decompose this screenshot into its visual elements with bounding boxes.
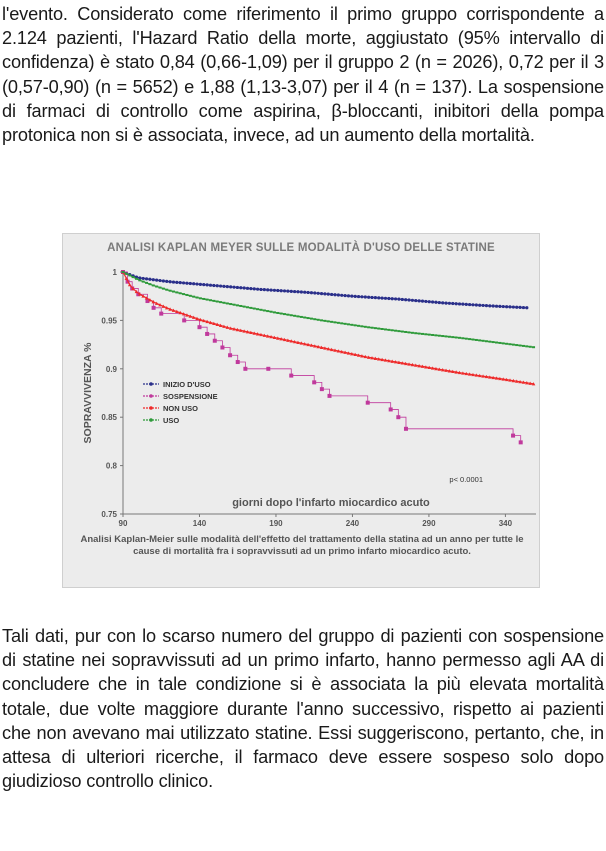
- data-point-sospensione: [320, 387, 324, 391]
- data-point-inizio-d-uso: [253, 287, 256, 290]
- data-point-uso: [270, 311, 273, 313]
- x-tick-label: 90: [118, 519, 128, 528]
- data-point-sospensione: [366, 401, 370, 405]
- data-point-uso: [239, 305, 242, 307]
- data-point-inizio-d-uso: [290, 290, 293, 293]
- data-point-uso: [468, 338, 471, 340]
- data-point-inizio-d-uso: [431, 300, 434, 303]
- data-point-uso: [249, 307, 252, 309]
- data-point-inizio-d-uso: [525, 306, 528, 309]
- data-point-uso: [522, 345, 525, 347]
- data-point-sospensione: [228, 353, 232, 357]
- data-point-uso: [128, 274, 131, 276]
- data-point-inizio-d-uso: [414, 299, 417, 302]
- data-point-uso: [290, 314, 293, 316]
- data-point-uso: [455, 336, 458, 338]
- data-point-uso: [498, 342, 501, 344]
- data-point-uso: [259, 309, 262, 311]
- data-point-inizio-d-uso: [384, 297, 387, 300]
- data-point-uso: [428, 334, 431, 336]
- data-point-inizio-d-uso: [165, 280, 168, 283]
- data-point-inizio-d-uso: [310, 291, 313, 294]
- data-point-inizio-d-uso: [333, 293, 336, 296]
- data-point-inizio-d-uso: [249, 287, 252, 290]
- data-point-inizio-d-uso: [502, 305, 505, 308]
- data-point-inizio-d-uso: [461, 303, 464, 306]
- data-point-inizio-d-uso: [152, 278, 155, 281]
- data-point-inizio-d-uso: [182, 281, 185, 284]
- data-point-sospensione: [312, 380, 316, 384]
- data-point-inizio-d-uso: [518, 306, 521, 309]
- data-point-inizio-d-uso: [438, 301, 441, 304]
- data-point-uso: [283, 313, 286, 315]
- data-point-sospensione: [289, 374, 293, 378]
- data-point-inizio-d-uso: [229, 285, 232, 288]
- data-point-uso: [202, 298, 205, 300]
- data-point-uso: [438, 335, 441, 337]
- legend-marker-sospensione: [149, 394, 153, 398]
- data-point-uso: [293, 315, 296, 317]
- data-point-uso: [371, 327, 374, 329]
- data-point-uso: [169, 290, 172, 292]
- y-tick-label: 0.8: [105, 461, 117, 471]
- data-point-sospensione: [152, 306, 156, 310]
- data-point-uso: [206, 299, 209, 301]
- data-point-uso: [243, 306, 246, 308]
- data-point-inizio-d-uso: [206, 283, 209, 286]
- data-point-inizio-d-uso: [169, 280, 172, 283]
- data-point-inizio-d-uso: [485, 304, 488, 307]
- data-point-inizio-d-uso: [475, 303, 478, 306]
- data-point-inizio-d-uso: [377, 296, 380, 299]
- data-point-inizio-d-uso: [145, 277, 148, 280]
- data-point-uso: [310, 318, 313, 320]
- y-tick-label: 0.9: [105, 364, 117, 374]
- data-point-uso: [465, 338, 468, 340]
- data-point-inizio-d-uso: [357, 295, 360, 298]
- data-point-uso: [229, 303, 232, 305]
- data-point-sospensione: [159, 312, 163, 316]
- p-value-annotation: p< 0.0001: [449, 475, 483, 484]
- data-point-uso: [414, 332, 417, 334]
- paragraph-top: l'evento. Considerato come riferimento il primo gruppo corrispondente a 2.124 pazienti, l'Hazard Ratio della morte, aggiustato (95% intervallo di confidenza) è stato 0,84 (0,66-1,09) per il gruppo 2 (n = 2026), 0,72 per il 3 (0,57-0,90) (n = 5652) e 1,88 (1,13-3,07) per il 4 (n = 137). La sospensione di farmaci di controllo come aspirina, β-bloccanti, inibitori della pompa protonica non si è associata, invece, ad un aumento della mortalità.: [2, 4, 604, 146]
- data-point-sospensione: [266, 367, 270, 371]
- data-point-uso: [445, 335, 448, 337]
- data-point-inizio-d-uso: [515, 306, 518, 309]
- data-point-uso: [502, 342, 505, 344]
- data-point-uso: [122, 271, 125, 273]
- data-point-uso: [471, 339, 474, 341]
- data-point-uso: [367, 326, 370, 328]
- data-point-uso: [344, 323, 347, 325]
- data-point-uso: [303, 317, 306, 319]
- data-point-uso: [391, 329, 394, 331]
- data-point-inizio-d-uso: [401, 298, 404, 301]
- data-point-inizio-d-uso: [455, 302, 458, 305]
- data-point-inizio-d-uso: [162, 279, 165, 282]
- data-point-inizio-d-uso: [360, 295, 363, 298]
- data-point-uso: [360, 325, 363, 327]
- data-point-uso: [199, 297, 202, 299]
- data-point-uso: [300, 316, 303, 318]
- data-point-uso: [246, 306, 249, 308]
- data-point-uso: [397, 330, 400, 332]
- data-point-inizio-d-uso: [444, 301, 447, 304]
- data-point-uso: [519, 344, 522, 346]
- data-point-inizio-d-uso: [498, 305, 501, 308]
- data-point-sospensione: [404, 427, 408, 431]
- data-point-sospensione: [511, 434, 515, 438]
- data-point-uso: [172, 291, 175, 293]
- y-tick-label: 0.75: [101, 510, 117, 519]
- data-point-uso: [448, 336, 451, 338]
- data-point-uso: [337, 322, 340, 324]
- data-point-inizio-d-uso: [327, 293, 330, 296]
- data-point-uso: [347, 323, 350, 325]
- data-point-inizio-d-uso: [243, 286, 246, 289]
- data-point-uso: [451, 336, 454, 338]
- data-point-inizio-d-uso: [155, 279, 158, 282]
- data-point-inizio-d-uso: [195, 282, 198, 285]
- figure-caption: Analisi Kaplan-Meier sulle modalità dell'effetto del trattamento della statina ad un anno per tutte le cause di mortalità fra i sopravvissuti ad un primo infarto miocardico acuto.: [80, 534, 524, 557]
- data-point-uso: [155, 286, 158, 288]
- data-point-uso: [488, 341, 491, 343]
- data-point-uso: [192, 296, 195, 298]
- data-point-inizio-d-uso: [222, 285, 225, 288]
- data-point-uso: [411, 332, 414, 334]
- data-point-uso: [317, 319, 320, 321]
- data-point-uso: [505, 343, 508, 345]
- data-point-inizio-d-uso: [300, 290, 303, 293]
- data-point-uso: [179, 292, 182, 294]
- data-point-inizio-d-uso: [330, 293, 333, 296]
- data-point-inizio-d-uso: [148, 278, 151, 281]
- data-point-inizio-d-uso: [347, 294, 350, 297]
- data-point-uso: [525, 345, 528, 347]
- data-point-inizio-d-uso: [239, 286, 242, 289]
- data-point-inizio-d-uso: [340, 294, 343, 297]
- data-point-inizio-d-uso: [212, 284, 215, 287]
- data-point-inizio-d-uso: [478, 304, 481, 307]
- series-line-non-uso: [123, 272, 534, 384]
- data-point-inizio-d-uso: [158, 279, 161, 282]
- data-point-inizio-d-uso: [280, 289, 283, 292]
- data-point-inizio-d-uso: [142, 277, 145, 280]
- data-point-uso: [408, 331, 411, 333]
- data-point-sospensione: [243, 367, 247, 371]
- data-point-uso: [182, 293, 185, 295]
- legend-marker-non-uso: [149, 406, 153, 410]
- data-point-inizio-d-uso: [175, 281, 178, 284]
- data-point-uso: [532, 346, 535, 348]
- data-point-inizio-d-uso: [424, 300, 427, 303]
- data-point-inizio-d-uso: [508, 305, 511, 308]
- data-point-uso: [216, 301, 219, 303]
- data-point-uso: [458, 337, 461, 339]
- data-point-uso: [152, 284, 155, 286]
- data-point-uso: [431, 334, 434, 336]
- data-point-inizio-d-uso: [276, 289, 279, 292]
- data-point-inizio-d-uso: [256, 288, 259, 291]
- data-point-uso: [212, 300, 215, 302]
- chart-title: ANALISI KAPLAN MEYER SULLE MODALITÀ D'USO DELLE STATINE: [107, 242, 495, 254]
- data-point-uso: [276, 312, 279, 314]
- x-tick-label: 290: [422, 519, 436, 528]
- data-point-inizio-d-uso: [266, 288, 269, 291]
- data-point-uso: [334, 321, 337, 323]
- data-point-inizio-d-uso: [411, 299, 414, 302]
- y-axis-label: SOPRAVVIVENZA %: [82, 342, 94, 444]
- data-point-inizio-d-uso: [259, 288, 262, 291]
- data-point-uso: [132, 276, 135, 278]
- data-point-uso: [529, 346, 532, 348]
- data-point-uso: [387, 329, 390, 331]
- data-point-inizio-d-uso: [350, 295, 353, 298]
- data-point-uso: [266, 310, 269, 312]
- data-point-uso: [145, 282, 148, 284]
- data-point-inizio-d-uso: [317, 292, 320, 295]
- data-point-uso: [350, 324, 353, 326]
- data-point-inizio-d-uso: [391, 297, 394, 300]
- data-point-sospensione: [213, 339, 217, 343]
- data-point-inizio-d-uso: [418, 299, 421, 302]
- data-point-uso: [125, 273, 128, 275]
- data-point-uso: [357, 325, 360, 327]
- series-line-sospensione: [123, 272, 521, 442]
- data-point-inizio-d-uso: [236, 286, 239, 289]
- data-point-uso: [492, 341, 495, 343]
- data-point-inizio-d-uso: [458, 302, 461, 305]
- x-tick-label: 240: [345, 519, 360, 528]
- data-point-sospensione: [389, 407, 393, 411]
- data-point-inizio-d-uso: [512, 305, 515, 308]
- data-point-inizio-d-uso: [313, 291, 316, 294]
- data-point-inizio-d-uso: [505, 305, 508, 308]
- series-line-inizio-d-uso: [123, 272, 527, 308]
- data-point-inizio-d-uso: [273, 289, 276, 292]
- data-point-sospensione: [205, 332, 209, 336]
- data-point-uso: [219, 301, 222, 303]
- data-point-inizio-d-uso: [471, 303, 474, 306]
- data-point-inizio-d-uso: [448, 302, 451, 305]
- data-point-inizio-d-uso: [172, 280, 175, 283]
- data-point-inizio-d-uso: [387, 297, 390, 300]
- data-point-uso: [148, 283, 151, 285]
- data-point-inizio-d-uso: [192, 282, 195, 285]
- data-point-inizio-d-uso: [364, 295, 367, 298]
- data-point-uso: [377, 328, 380, 330]
- y-tick-label: 0.85: [101, 413, 117, 423]
- data-point-inizio-d-uso: [269, 288, 272, 291]
- data-point-inizio-d-uso: [320, 292, 323, 295]
- data-point-inizio-d-uso: [522, 306, 525, 309]
- data-point-uso: [185, 294, 188, 296]
- data-point-uso: [364, 326, 367, 328]
- data-point-inizio-d-uso: [344, 294, 347, 297]
- data-point-uso: [424, 333, 427, 335]
- data-point-inizio-d-uso: [428, 300, 431, 303]
- data-point-uso: [263, 309, 266, 311]
- data-point-uso: [320, 319, 323, 321]
- data-point-inizio-d-uso: [407, 298, 410, 301]
- data-point-uso: [515, 344, 518, 346]
- data-point-uso: [280, 313, 283, 315]
- data-point-uso: [286, 314, 289, 316]
- data-point-uso: [307, 317, 310, 319]
- data-point-inizio-d-uso: [199, 283, 202, 286]
- data-point-inizio-d-uso: [138, 276, 141, 279]
- data-point-inizio-d-uso: [495, 305, 498, 308]
- data-point-inizio-d-uso: [404, 298, 407, 301]
- data-point-uso: [461, 337, 464, 339]
- x-axis-label: giorni dopo l'infarto miocardico acuto: [232, 497, 430, 509]
- data-point-uso: [162, 288, 165, 290]
- data-point-inizio-d-uso: [246, 287, 249, 290]
- legend-label-uso: USO: [163, 416, 180, 425]
- data-point-uso: [418, 333, 421, 335]
- data-point-uso: [434, 334, 437, 336]
- data-point-sospensione: [197, 325, 201, 329]
- y-tick-label: 0.95: [101, 316, 117, 326]
- data-point-uso: [236, 304, 239, 306]
- data-point-inizio-d-uso: [219, 284, 222, 287]
- data-point-uso: [482, 340, 485, 342]
- data-point-uso: [478, 339, 481, 341]
- data-point-inizio-d-uso: [394, 297, 397, 300]
- data-point-inizio-d-uso: [185, 282, 188, 285]
- data-point-inizio-d-uso: [354, 295, 357, 298]
- data-point-uso: [340, 322, 343, 324]
- data-point-inizio-d-uso: [283, 289, 286, 292]
- data-point-inizio-d-uso: [488, 304, 491, 307]
- data-point-inizio-d-uso: [189, 282, 192, 285]
- data-point-inizio-d-uso: [370, 296, 373, 299]
- data-point-uso: [175, 291, 178, 293]
- legend-label-sospensione: SOSPENSIONE: [163, 392, 218, 401]
- data-point-uso: [138, 279, 141, 281]
- data-point-sospensione: [328, 394, 332, 398]
- data-point-sospensione: [396, 415, 400, 419]
- data-point-uso: [508, 343, 511, 345]
- data-point-uso: [209, 299, 212, 301]
- data-point-inizio-d-uso: [421, 300, 424, 303]
- data-point-inizio-d-uso: [397, 298, 400, 301]
- data-point-uso: [189, 295, 192, 297]
- data-point-uso: [226, 302, 229, 304]
- data-point-inizio-d-uso: [465, 303, 468, 306]
- data-point-inizio-d-uso: [232, 286, 235, 289]
- data-point-uso: [323, 320, 326, 322]
- y-tick-label: 1: [112, 268, 117, 277]
- data-point-uso: [475, 339, 478, 341]
- data-point-sospensione: [220, 346, 224, 350]
- data-point-inizio-d-uso: [209, 284, 212, 287]
- legend-label-non-uso: NON USO: [163, 404, 199, 413]
- x-tick-label: 190: [269, 519, 283, 528]
- data-point-uso: [495, 342, 498, 344]
- data-point-uso: [313, 318, 316, 320]
- data-point-uso: [381, 328, 384, 330]
- data-point-uso: [253, 308, 256, 310]
- data-point-inizio-d-uso: [492, 304, 495, 307]
- data-point-uso: [354, 324, 357, 326]
- data-point-uso: [159, 287, 162, 289]
- data-point-uso: [401, 331, 404, 333]
- data-point-inizio-d-uso: [337, 293, 340, 296]
- data-point-sospensione: [236, 360, 240, 364]
- data-point-inizio-d-uso: [323, 292, 326, 295]
- legend-marker-uso: [149, 418, 153, 422]
- data-point-inizio-d-uso: [367, 296, 370, 299]
- data-point-uso: [165, 289, 168, 291]
- legend-marker-inizio-d-uso: [149, 382, 153, 386]
- data-point-uso: [296, 315, 299, 317]
- data-point-sospensione: [182, 318, 186, 322]
- data-point-uso: [273, 311, 276, 313]
- kaplan-meier-figure: [62, 233, 540, 588]
- data-point-uso: [394, 330, 397, 332]
- data-point-uso: [233, 304, 236, 306]
- data-point-uso: [222, 302, 225, 304]
- data-point-inizio-d-uso: [306, 291, 309, 294]
- data-point-uso: [142, 281, 145, 283]
- data-point-uso: [374, 327, 377, 329]
- data-point-sospensione: [519, 440, 523, 444]
- data-point-uso: [384, 328, 387, 330]
- legend-label-inizio-d-uso: INIZIO D'USO: [163, 380, 211, 389]
- data-point-inizio-d-uso: [451, 302, 454, 305]
- paragraph-bottom: Tali dati, pur con lo scarso numero del gruppo di pazienti con sospensione di statine nei sopravvissuti ad un primo infarto, hanno permesso agli AA di concludere che in tale condizione si è associata la più elevata mortalità totale, due volte maggiore durante l'anno successivo, rispetto ai pazienti che non avevano mai utilizzato statine. Essi suggeriscono, pertanto, che, in attesa di ulteriori ricerche, il farmaco deve essere sospeso solo dopo giudizioso controllo clinico.: [2, 626, 604, 792]
- data-point-inizio-d-uso: [202, 283, 205, 286]
- data-point-inizio-d-uso: [296, 290, 299, 293]
- data-point-inizio-d-uso: [263, 288, 266, 291]
- x-tick-label: 340: [498, 519, 513, 528]
- data-point-inizio-d-uso: [374, 296, 377, 299]
- data-point-uso: [512, 344, 515, 346]
- x-tick-label: 140: [192, 519, 207, 528]
- data-point-inizio-d-uso: [303, 291, 306, 294]
- data-point-inizio-d-uso: [441, 301, 444, 304]
- data-point-uso: [196, 297, 199, 299]
- data-point-inizio-d-uso: [381, 296, 384, 299]
- data-point-inizio-d-uso: [216, 284, 219, 287]
- data-point-inizio-d-uso: [226, 285, 229, 288]
- data-point-uso: [421, 333, 424, 335]
- data-point-inizio-d-uso: [286, 290, 289, 293]
- data-point-uso: [256, 308, 259, 310]
- data-point-inizio-d-uso: [481, 304, 484, 307]
- data-point-uso: [441, 335, 444, 337]
- data-point-inizio-d-uso: [468, 303, 471, 306]
- data-point-uso: [404, 331, 407, 333]
- data-point-uso: [330, 321, 333, 323]
- data-point-uso: [485, 340, 488, 342]
- data-point-inizio-d-uso: [434, 301, 437, 304]
- data-point-inizio-d-uso: [293, 290, 296, 293]
- data-point-uso: [327, 320, 330, 322]
- data-point-uso: [135, 278, 138, 280]
- data-point-inizio-d-uso: [179, 281, 182, 284]
